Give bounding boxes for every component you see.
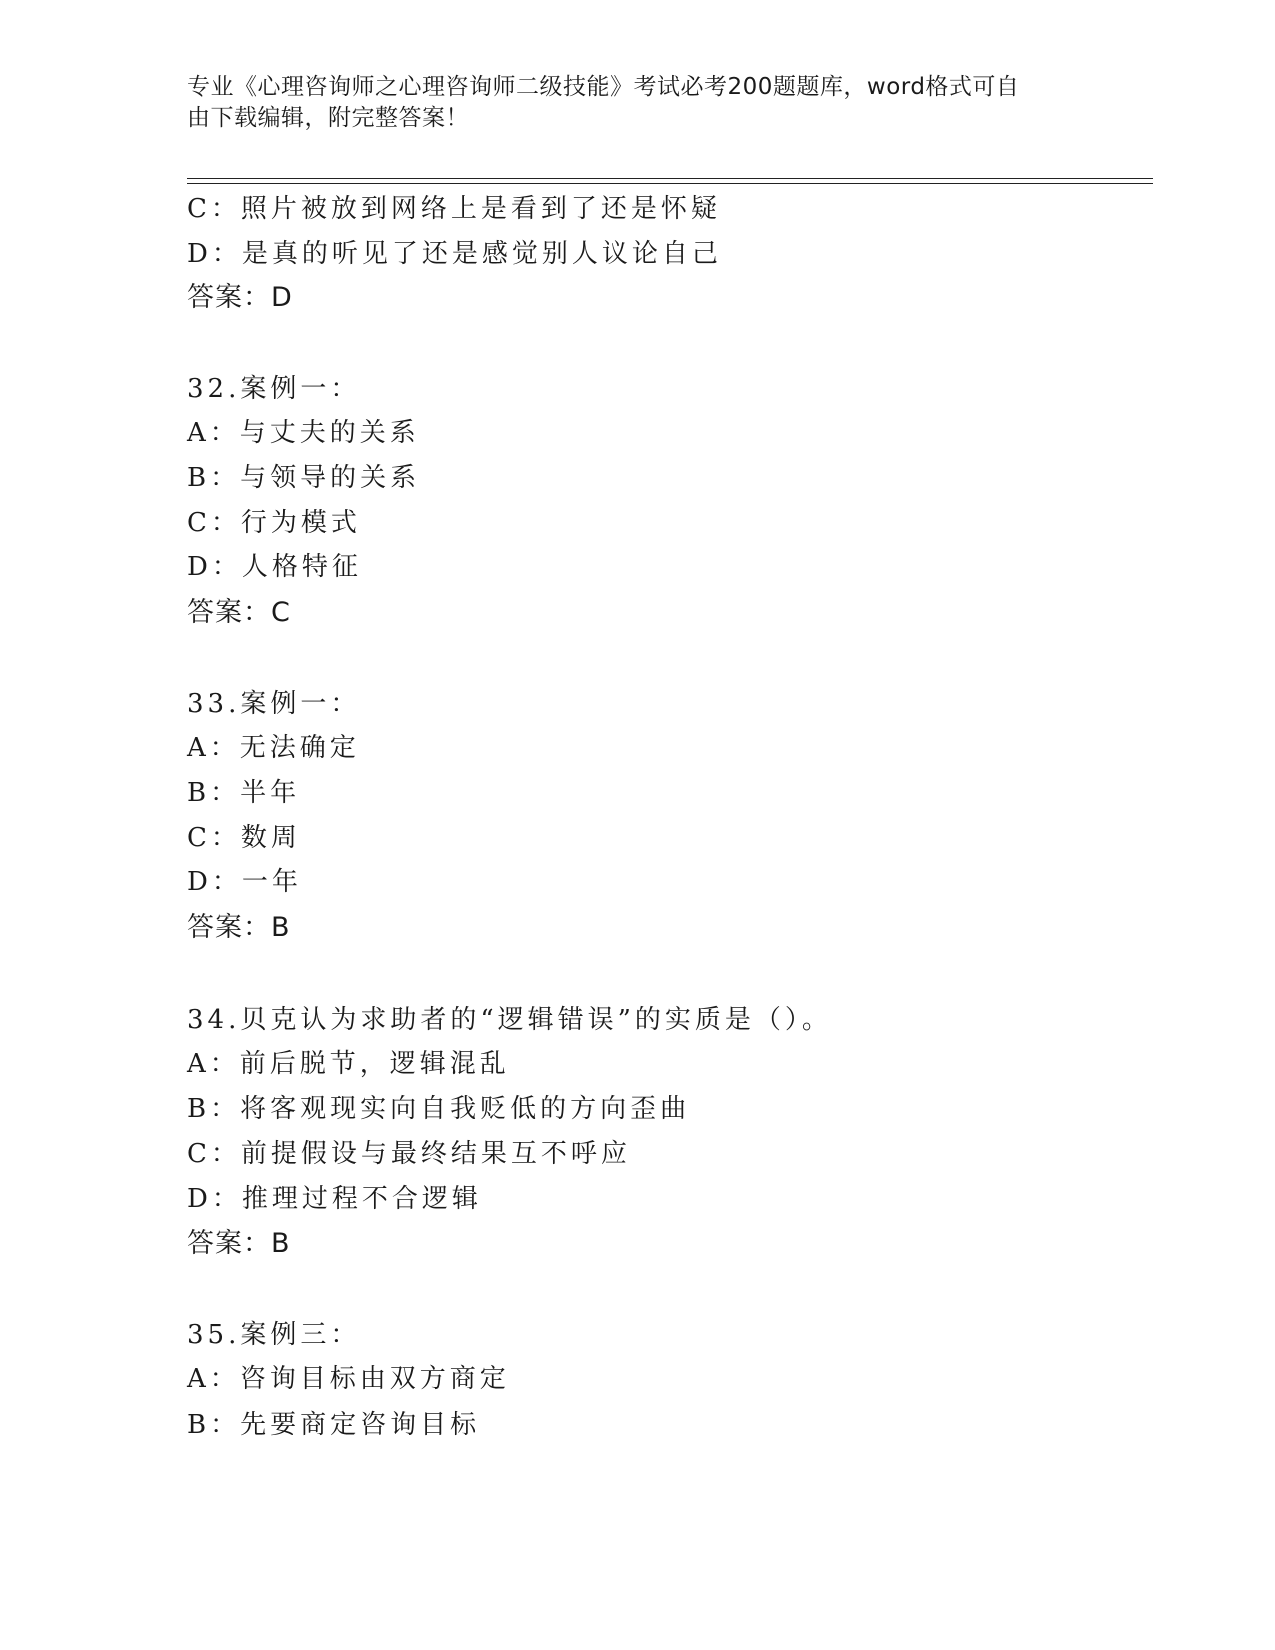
option-c: C：前提假设与最终结果互不呼应 xyxy=(187,1139,631,1169)
option-b: B：半年 xyxy=(187,778,301,808)
option-d: D：人格特征 xyxy=(187,552,362,582)
header-line-1: 专业《心理咨询师之心理咨询师二级技能》考试必考200题题库，word格式可自 xyxy=(187,74,1020,100)
answer-line: 答案：C xyxy=(187,597,291,628)
option-d: D：推理过程不合逻辑 xyxy=(187,1184,482,1214)
header-line-2: 由下载编辑，附完整答案！ xyxy=(187,105,469,131)
option-a: A：无法确定 xyxy=(187,733,360,763)
header-text xyxy=(187,72,1067,134)
option-b: B：先要商定咨询目标 xyxy=(187,1410,481,1440)
option-c: C：数周 xyxy=(187,823,301,853)
header-divider-top xyxy=(187,178,1153,179)
question-title: 34.贝克认为求助者的“逻辑错误”的实质是（）。 xyxy=(187,1005,832,1035)
question-title: 32.案例一： xyxy=(187,374,361,404)
answer-line: 答案：B xyxy=(187,912,291,943)
option-d: D：一年 xyxy=(187,867,302,897)
option-c: C：行为模式 xyxy=(187,508,361,538)
answer-line: 答案：B xyxy=(187,1228,291,1259)
option-a: A：咨询目标由双方商定 xyxy=(187,1364,510,1394)
option-b: B：将客观现实向自我贬低的方向歪曲 xyxy=(187,1094,691,1124)
question-title: 35.案例三： xyxy=(187,1320,361,1350)
option-d: D：是真的听见了还是感觉别人议论自己 xyxy=(187,239,722,269)
option-a: A：与丈夫的关系 xyxy=(187,418,420,448)
header-divider-bottom xyxy=(187,183,1153,184)
option-a: A：前后脱节，逻辑混乱 xyxy=(187,1049,510,1079)
option-c: C：照片被放到网络上是看到了还是怀疑 xyxy=(187,194,721,224)
answer-line: 答案：D xyxy=(187,282,293,313)
option-b: B：与领导的关系 xyxy=(187,463,421,493)
question-title: 33.案例一： xyxy=(187,689,361,719)
